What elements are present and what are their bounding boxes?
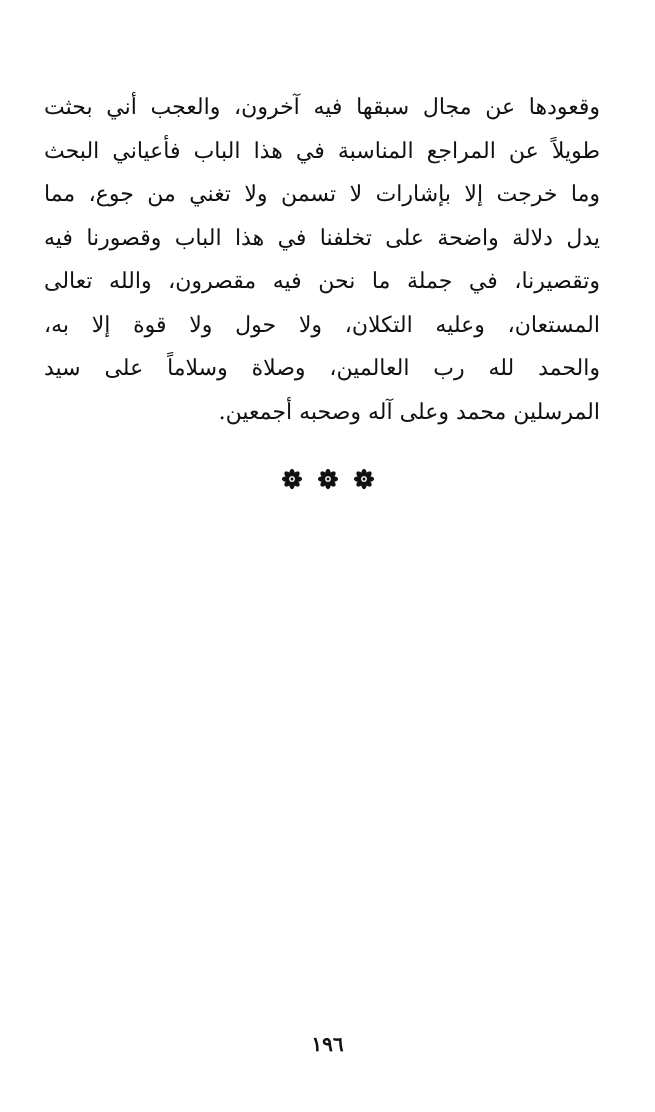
body-text <box>44 86 600 434</box>
text-line: المستعان، وعليه التكلان، ولا حول ولا قوة إلا به، <box>44 312 600 338</box>
text-line: المرسلين محمد وعلى آله وصحبه أجمعين. <box>218 399 600 425</box>
page-number: ١٩٦ <box>311 1032 344 1056</box>
flower-ornament-icon <box>281 468 303 490</box>
section-separator <box>0 468 655 490</box>
flower-ornament-icon <box>317 468 339 490</box>
flower-ornament-icon <box>353 468 375 490</box>
text-line: والحمد لله رب العالمين، وصلاة وسلاماً على سيد <box>44 356 600 381</box>
text-line: يدل دلالة واضحة على تخلفنا في هذا الباب وقصورنا فيه <box>44 225 600 251</box>
text-line: وقعودها عن مجال سبقها فيه آخرون، والعجب أني بحثت <box>44 95 600 120</box>
text-line: وما خرجت إلا بإشارات لا تسمن ولا تغني من جوع، مما <box>44 182 600 207</box>
text-line: طويلاً عن المراجع المناسبة في هذا الباب فأعياني البحث <box>44 138 600 164</box>
text-line: وتقصيرنا، في جملة ما نحن فيه مقصرون، والله تعالى <box>44 269 600 294</box>
